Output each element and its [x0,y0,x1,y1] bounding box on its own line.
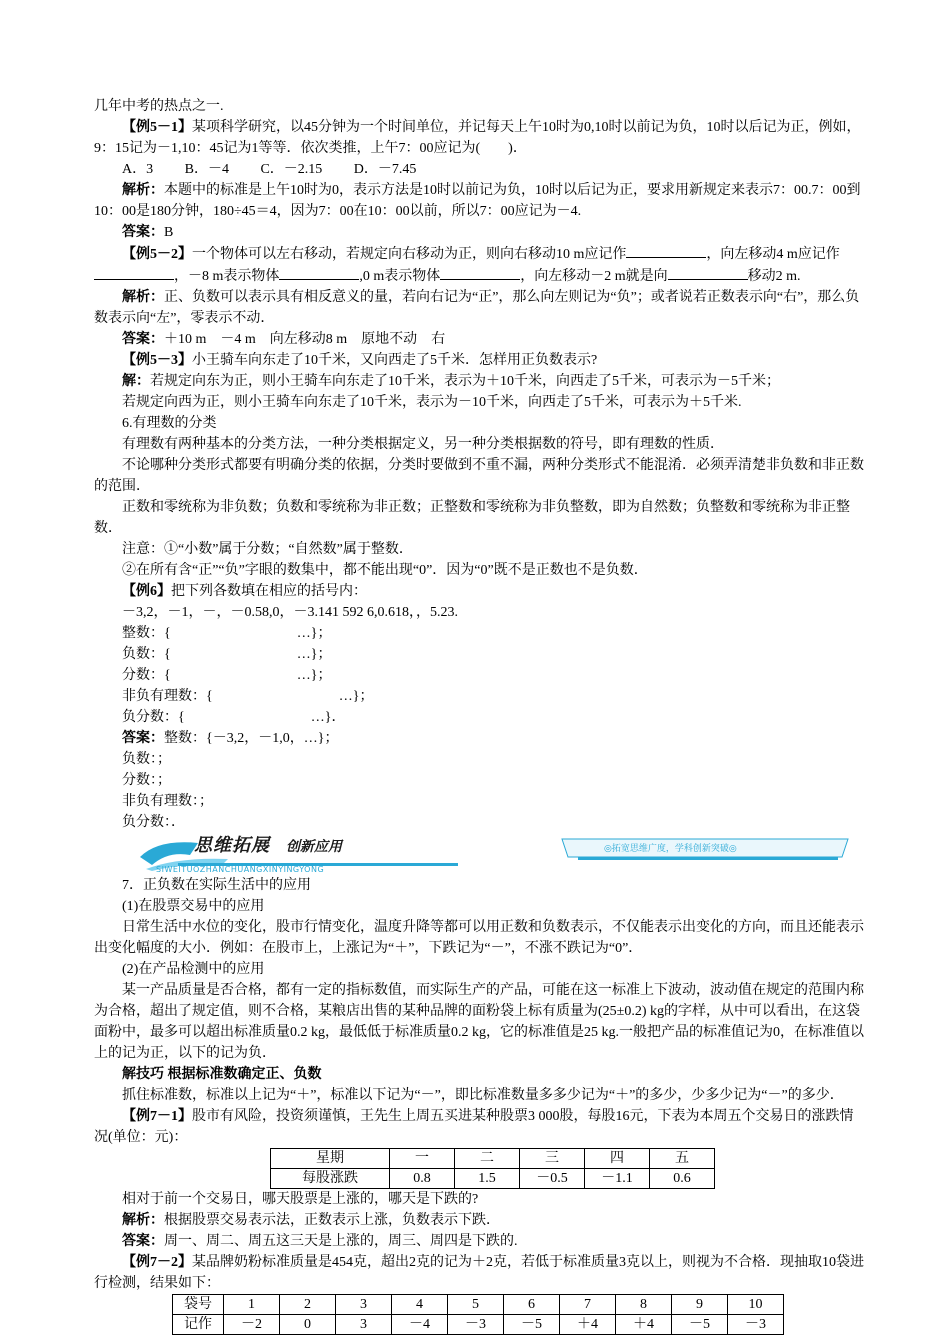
table-cell: －5 [504,1315,560,1335]
example-label: 【例5－2】 [122,247,192,262]
example-label: 【例5－3】 [122,353,192,368]
example-text: 小王骑车向东走了10千米，又向西走了5千米．怎样用正负数表示? [192,353,598,368]
table-cell: －0.5 [520,1169,585,1189]
banner-title: 思维拓展 [194,835,270,856]
milk-powder-table [172,1294,784,1335]
table-cell: 8 [616,1295,672,1315]
table-row [173,1295,784,1315]
solution-text: 若规定向东为正，则小王骑车向东走了10千米，表示为＋10千米，向西走了5千米，可表示为－5千米； [150,374,780,389]
table-cell: 三 [520,1149,585,1169]
example-5-1 [94,117,864,159]
question-line: 相对于前一个交易日，哪天股票是上涨的，哪天是下跌的? [122,1192,479,1207]
answer-label: 答案： [122,731,164,746]
document-page [94,96,864,1335]
text-seg: 移动2 m. [747,269,801,284]
example-label: 【例7－2】 [122,1255,192,1270]
paragraph: 注意：①“小数”属于分数；“自然数”属于整数． [122,542,413,557]
table-cell: 0.6 [650,1169,715,1189]
answer-text: 整数：{－3,2，－1,0，…}； [164,731,339,746]
section-banner [94,833,864,873]
fill-blank [626,243,706,258]
example-text: 股市有风险，投资须谨慎，王先生上周五买进某种股票3 000股，每股16元，下表为本周五个交易日的涨跌情况(单位：元)： [94,1109,854,1145]
text-seg: 一个物体可以左右移动，若规定向右移动为正，则向右移动10 m应记作 [192,247,627,262]
answer-line: 分数：； [122,773,171,788]
example-text: 某项科学研究，以45分钟为一个时间单位，并记每天上午10时为0,10时以前记为负，10时以后记为正，例如，9：15记为－1,10：45记为1等等．依次类推，上午7：00应记为( )． [94,120,861,156]
table-cell: 2 [280,1295,336,1315]
section-heading: 7．正负数在实际生活中的应用 [122,878,311,893]
table-cell: 五 [650,1149,715,1169]
table-cell: 0 [280,1315,336,1335]
example-text: 把下列各数填在相应的括号内： [171,584,367,599]
example-label: 【例7－1】 [122,1109,192,1124]
analysis-label: 解析： [122,1213,164,1228]
options: A．3 B．－4 C．－2.15 D．－7.45 [122,162,417,177]
paragraph: 正数和零统称为非负数；负数和零统称为非正数；正整数和零统称为非负整数，即为自然数；负整数和零统称为非正整数． [94,500,850,536]
table-cell: 每股涨跌 [271,1169,390,1189]
table-cell: －5 [672,1315,728,1335]
analysis-text: 根据股票交易表示法，正数表示上涨，负数表示下跌． [164,1213,500,1228]
question-line: 负分数：{ …}． [122,710,346,725]
analysis [94,180,864,222]
text-line: 几年中考的热点之一. [94,99,224,114]
fill-blank [94,265,174,280]
table-cell: 6 [504,1295,560,1315]
example-6 [94,581,864,602]
table-cell: －3 [728,1315,784,1335]
answer-label: 答案： [122,332,164,347]
subsection-heading: (1)在股票交易中的应用 [122,899,265,914]
table-cell: ＋4 [560,1315,616,1335]
paragraph: 有理数有两种基本的分类方法，一种分类根据定义，另一种分类根据数的符号，即有理数的性质． [122,437,724,452]
table-cell: 10 [728,1295,784,1315]
text-seg: ，－8 m表示物体 [174,269,280,284]
answer [94,222,864,243]
question-line: 整数：{ …}； [122,626,332,641]
table-cell: －3 [448,1315,504,1335]
table-cell: 4 [392,1295,448,1315]
text-seg: ，向左移动4 m应记作 [706,247,840,262]
example-label: 【例5－1】 [122,120,192,135]
analysis-label: 解析： [122,183,164,198]
answer [94,1231,864,1252]
paragraph: 日常生活中水位的变化，股市行情变化，温度升降等都可以用正数和负数表示，不仅能表示出变化的方向，而且还能表示出变化幅度的大小．例如：在股市上，上涨记为“＋”，下跌记为“－”，不涨不跌记为“0”． [94,920,864,956]
table-cell: －1.1 [585,1169,650,1189]
solution-text: 若规定向西为正，则小王骑车向东走了10千米，表示为－10千米，向西走了5千米，可表示为＋5千米. [122,395,742,410]
answer [94,728,864,749]
table-row [173,1315,784,1335]
paragraph: ②在所有含“正”“负”字眼的数集中，都不能出现“0”．因为“0”既不是正数也不是负数． [122,563,648,578]
answer [94,329,864,350]
answer-line: 负分数：． [122,815,185,830]
table-row [271,1169,715,1189]
table-cell: 7 [560,1295,616,1315]
solution [94,371,864,392]
subsection-heading: (2)在产品检测中的应用 [122,962,265,977]
analysis-label: 解析： [122,290,164,305]
table-cell: 记作 [173,1315,224,1335]
answer-label: 答案： [122,225,164,240]
table-cell: 星期 [271,1149,390,1169]
answer-line: 负数：； [122,752,171,767]
table-row [271,1149,715,1169]
analysis-text: 本题中的标准是上午10时为0，表示方法是10时以前记为负，10时以后记为正，要求用新规定来表示7：00.7：00到10：00是180分钟，180÷45＝4，因为7：00在10：00以前，所以7：00应记为－4. [94,183,861,219]
analysis [94,1210,864,1231]
table-cell: 9 [672,1295,728,1315]
example-5-2 [94,243,864,287]
table-cell: 5 [448,1295,504,1315]
tip-text: 抓住标准数，标准以上记为“＋”，标准以下记为“－”，即比标准数量多多少记为“＋”的多少，少多少记为“－”的多少． [122,1088,844,1103]
answer-text: ＋10 m －4 m 向左移动8 m 原地不动 右 [164,332,446,347]
fill-blank [668,265,748,280]
answer-text: B [164,225,174,240]
tip-title: 根据标准数确定正、负数 [167,1067,322,1082]
table-cell: 1 [224,1295,280,1315]
question-line: 分数：{ …}； [122,668,332,683]
example-5-3 [94,350,864,371]
question-line: 负数：{ …}； [122,647,332,662]
table-cell: 四 [585,1149,650,1169]
question-line: 非负有理数：{ …}； [122,689,374,704]
banner-subtitle: 创新应用 [286,839,342,855]
analysis [94,287,864,329]
fill-blank [279,265,359,280]
table-cell: 1.5 [455,1169,520,1189]
table-cell: 0.8 [390,1169,455,1189]
banner-slogan: ◎拓宽思维广度，学科创新突破◎ [604,844,737,854]
table-cell: 一 [390,1149,455,1169]
example-text: 某品牌奶粉标准质量是454克，超出2克的记为＋2克，若低于标准质量3克以上，则视为不合格．现抽取10袋进行检测，结果如下： [94,1255,864,1291]
analysis-text: 正、负数可以表示具有相反意义的量，若向右记为“正”，那么向左则记为“负”；或者说若正数表示向“右”，那么负数表示向“左”，零表示不动． [94,290,860,326]
stock-table [270,1148,715,1189]
example-label: 【例6】 [122,584,171,599]
banner-pinyin: SIWEITUOZHANCHUANGXINYINGYONG [156,865,325,874]
paragraph: 不论哪种分类形式都要有明确分类的依据，分类时要做到不重不漏，两种分类形式不能混淆．必须弄清楚非负数和非正数的范围． [94,458,864,494]
answer-text: 周一、周二、周五这三天是上涨的，周三、周四是下跌的. [164,1234,518,1249]
text-seg: ,0 m表示物体 [359,269,441,284]
example-7-1 [94,1106,864,1148]
table-cell: 3 [336,1295,392,1315]
text-seg: ，向左移动－2 m就是向 [520,269,668,284]
table-cell: －4 [392,1315,448,1335]
table-cell: 袋号 [173,1295,224,1315]
tip-label: 解技巧 [122,1067,164,1082]
fill-blank [440,265,520,280]
section-heading: 6.有理数的分类 [122,416,217,431]
table-cell: －2 [224,1315,280,1335]
solution-label: 解： [122,374,150,389]
table-cell: 3 [336,1315,392,1335]
answer-label: 答案： [122,1234,164,1249]
tip-heading [94,1064,864,1085]
table-cell: 二 [455,1149,520,1169]
example-7-2 [94,1252,864,1294]
number-list: －3,2，－1，－，－0.58,0，－3.141 592 6,0.618，，5.23. [122,605,458,620]
paragraph: 某一产品质量是否合格，都有一定的指标数值，而实际生产的产品，可能在这一标准上下波动，波动值在规定的范围内称为合格，超出了规定值，则不合格，某粮店出售的某种品牌的面粉袋上标有质量为(25±0.2) kg的字样，从中可以看出，在这袋面粉中，最多可以超出标准质量0.2 kg，最低低于标准质量0.2 kg，它的标准值是25 kg.一般把产品的标准值记为0，在标准值以上的记为正，以下的记为负． [94,983,864,1061]
table-cell: ＋4 [616,1315,672,1335]
answer-line: 非负有理数：； [122,794,213,809]
